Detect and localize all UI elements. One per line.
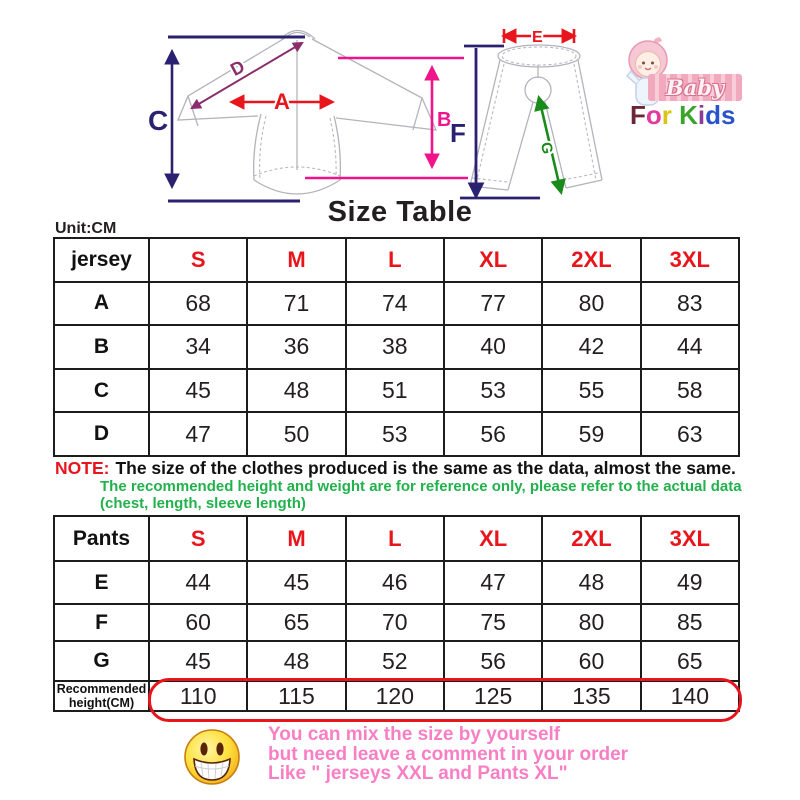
row-label: E: [54, 561, 149, 604]
jersey-measurement-arrows: [168, 37, 468, 201]
note-line-3: (chest, length, sleeve length): [100, 494, 306, 512]
table-row: [54, 604, 739, 641]
jersey-size-table: [53, 237, 740, 457]
value-cell: 52: [346, 641, 444, 681]
for-kids-letter: F: [630, 100, 646, 130]
value-cell: 45: [149, 641, 247, 681]
value-cell: 45: [247, 561, 345, 604]
value-cell: 49: [641, 561, 739, 604]
value-cell: 53: [444, 369, 542, 413]
for-kids-letter: K: [679, 100, 698, 130]
table-row: [54, 681, 739, 711]
value-cell: 83: [641, 282, 739, 326]
size-header: S: [149, 238, 247, 282]
size-header: XL: [444, 516, 542, 561]
row-label: F: [54, 604, 149, 641]
baby-banner-text: Baby: [665, 75, 725, 100]
for-kids-letter: o: [645, 100, 662, 130]
note-text: The size of the clothes produced is the same as the data, almost the same.: [115, 458, 736, 478]
pants-size-table: [53, 515, 740, 712]
value-cell: 59: [542, 412, 640, 456]
jersey-outline: [178, 31, 436, 195]
value-cell: 135: [542, 681, 640, 711]
value-cell: 40: [444, 325, 542, 369]
header-row: [54, 238, 739, 282]
note-line-1: [55, 458, 755, 479]
pants-label-f: F: [450, 118, 466, 148]
value-cell: 63: [641, 412, 739, 456]
jersey-measurement-diagram: [140, 18, 470, 210]
row-label: D: [54, 412, 149, 456]
value-cell: 140: [641, 681, 739, 711]
value-cell: 110: [149, 681, 247, 711]
value-cell: 44: [641, 325, 739, 369]
value-cell: 85: [641, 604, 739, 641]
jersey-label-d: D: [227, 56, 248, 80]
size-header: M: [247, 516, 345, 561]
footer-line: You can mix the size by yourself: [268, 724, 561, 745]
baby-banner: [648, 74, 742, 101]
value-cell: 56: [444, 412, 542, 456]
jersey-label-a: A: [274, 89, 290, 114]
for-kids-letter: s: [721, 100, 736, 130]
value-cell: 34: [149, 325, 247, 369]
size-header: XL: [444, 238, 542, 282]
value-cell: 38: [346, 325, 444, 369]
value-cell: 74: [346, 282, 444, 326]
row-label: A: [54, 282, 149, 326]
pants-label-g: G: [536, 140, 557, 156]
row-label: C: [54, 369, 149, 413]
size-header: 2XL: [542, 238, 640, 282]
value-cell: 65: [641, 641, 739, 681]
value-cell: 56: [444, 641, 542, 681]
note-line-2: The recommended height and weight are for reference only, please refer to the actual data: [100, 478, 742, 495]
note-label: NOTE:: [55, 458, 110, 478]
value-cell: 46: [346, 561, 444, 604]
footer-text: [268, 725, 628, 784]
pants-measurement-arrows: [460, 29, 574, 198]
value-cell: 71: [247, 282, 345, 326]
value-cell: 45: [149, 369, 247, 413]
page-title: Size Table: [327, 196, 473, 228]
jersey-label-b: B: [437, 109, 452, 131]
table-row: [54, 641, 739, 681]
value-cell: 53: [346, 412, 444, 456]
pants-outline: [470, 45, 602, 190]
value-cell: 36: [247, 325, 345, 369]
table-row: [54, 282, 739, 326]
value-cell: 44: [149, 561, 247, 604]
value-cell: 48: [247, 641, 345, 681]
value-cell: 48: [542, 561, 640, 604]
value-cell: 51: [346, 369, 444, 413]
footer-note: [0, 722, 800, 797]
value-cell: 115: [247, 681, 345, 711]
value-cell: 80: [542, 282, 640, 326]
value-cell: 42: [542, 325, 640, 369]
value-cell: 50: [247, 412, 345, 456]
value-cell: 68: [149, 282, 247, 326]
baby-for-kids-logo: [620, 34, 750, 129]
size-header: L: [346, 238, 444, 282]
value-cell: 60: [149, 604, 247, 641]
value-cell: 58: [641, 369, 739, 413]
for-kids-letter: r: [661, 100, 672, 130]
table-row: [54, 561, 739, 604]
header-row: [54, 516, 739, 561]
value-cell: 77: [444, 282, 542, 326]
table-row: [54, 369, 739, 413]
value-cell: 80: [542, 604, 640, 641]
size-header: 3XL: [641, 238, 739, 282]
value-cell: 125: [444, 681, 542, 711]
row-label: Recommended height(CM): [54, 681, 149, 711]
value-cell: 48: [247, 369, 345, 413]
table-row: [54, 325, 739, 369]
corner-label: Pants: [54, 516, 149, 561]
for-kids-letter: d: [705, 100, 722, 130]
table-row: [54, 412, 739, 456]
footer-line: but need leave a comment in your order: [268, 743, 629, 765]
size-header: 3XL: [641, 516, 739, 561]
corner-label: jersey: [54, 238, 149, 282]
grinning-smiley-icon: [183, 728, 241, 786]
unit-label: Unit:CM: [55, 220, 117, 237]
row-label: G: [54, 641, 149, 681]
value-cell: 47: [444, 561, 542, 604]
value-cell: 75: [444, 604, 542, 641]
value-cell: 55: [542, 369, 640, 413]
value-cell: 120: [346, 681, 444, 711]
size-header: S: [149, 516, 247, 561]
size-header: M: [247, 238, 345, 282]
footer-line: Like " jerseys XXL and Pants XL": [268, 763, 568, 784]
jersey-label-c: C: [148, 105, 169, 136]
row-label: B: [54, 325, 149, 369]
value-cell: 60: [542, 641, 640, 681]
pants-label-e: E: [532, 29, 543, 46]
size-header: L: [346, 516, 444, 561]
value-cell: 70: [346, 604, 444, 641]
value-cell: 47: [149, 412, 247, 456]
value-cell: 65: [247, 604, 345, 641]
note-block: [55, 458, 755, 512]
for-kids-letter: i: [697, 100, 706, 130]
for-kids-wordmark: [630, 100, 736, 131]
size-header: 2XL: [542, 516, 640, 561]
pants-measurement-diagram: [440, 18, 620, 210]
